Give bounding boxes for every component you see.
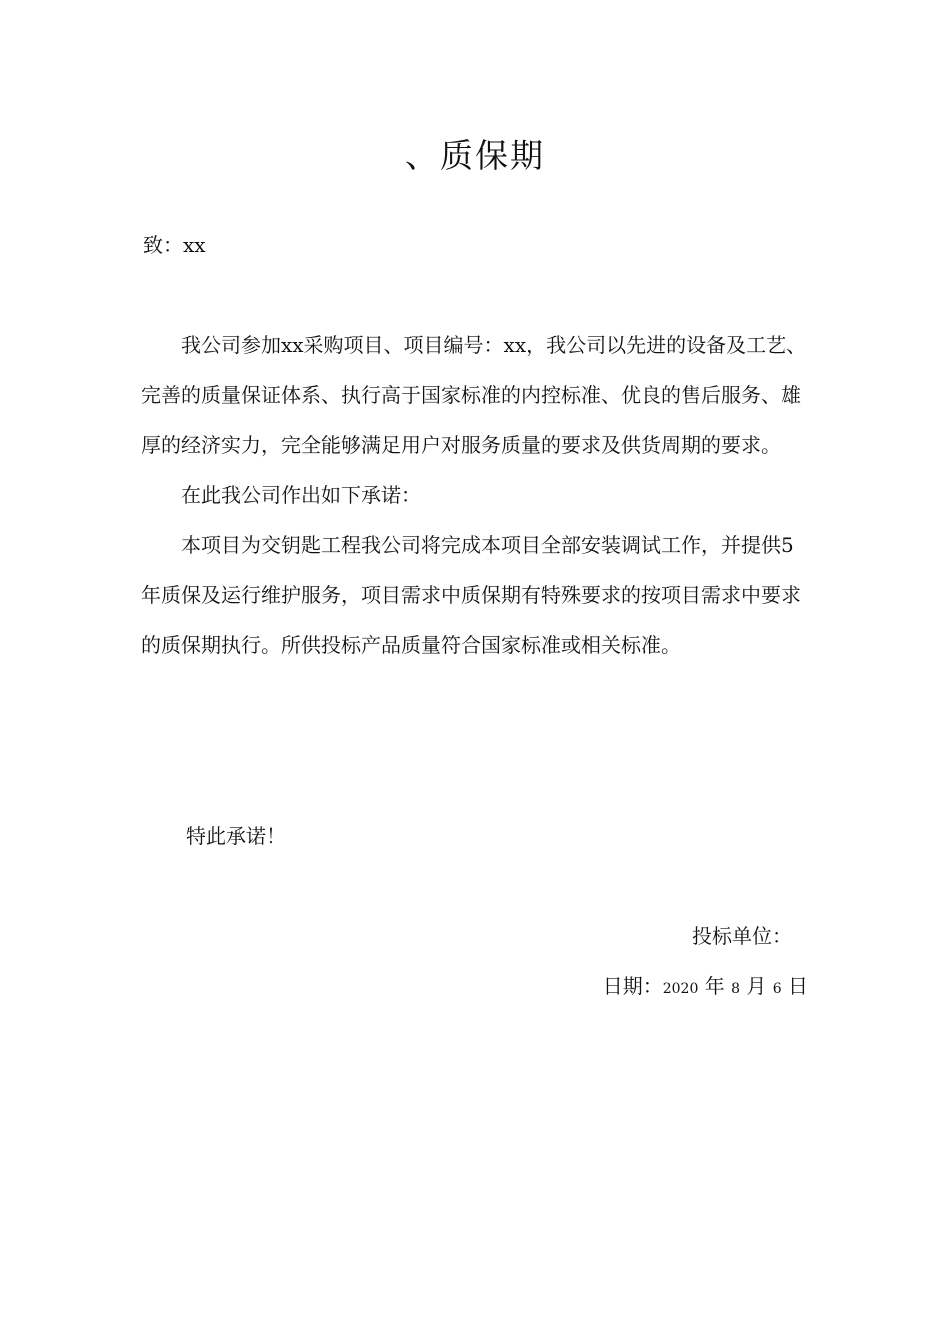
page-title: 、质保期 (405, 136, 545, 175)
body-paragraph: 我公司参加xx采购项目、项目编号：xx，我公司以先进的设备及工艺、完善的质量保证体系、执行高于国家标准的内控标准、优良的售后服务、雄厚的经济实力，完全能够满足用户对服务质量的要求及供货周期的要求。 (141, 333, 807, 457)
addressee-line: 致：xx (143, 233, 206, 257)
body-text (141, 320, 809, 670)
closing-statement: 特此承诺！ (186, 824, 286, 848)
date-month-unit: 月 (746, 974, 767, 998)
date-year: 2020 (662, 981, 699, 997)
date-day: 6 (772, 981, 782, 997)
date-label: 日期： (602, 974, 663, 998)
body-paragraph: 在此我公司作出如下承诺： (181, 483, 421, 507)
date-year-unit: 年 (704, 974, 725, 998)
signature-label: 投标单位： (692, 924, 792, 948)
date-month: 8 (731, 981, 740, 997)
body-paragraph: 本项目为交钥匙工程我公司将完成本项目全部安装调试工作，并提供5年质保及运行维护服务，项目需求中质保期有特殊要求的按项目需求中要求的质保期执行。所供投标产品质量符合国家标准或相关标准。 (141, 533, 801, 657)
date-line (603, 970, 808, 999)
date-day-unit: 日 (788, 974, 808, 998)
